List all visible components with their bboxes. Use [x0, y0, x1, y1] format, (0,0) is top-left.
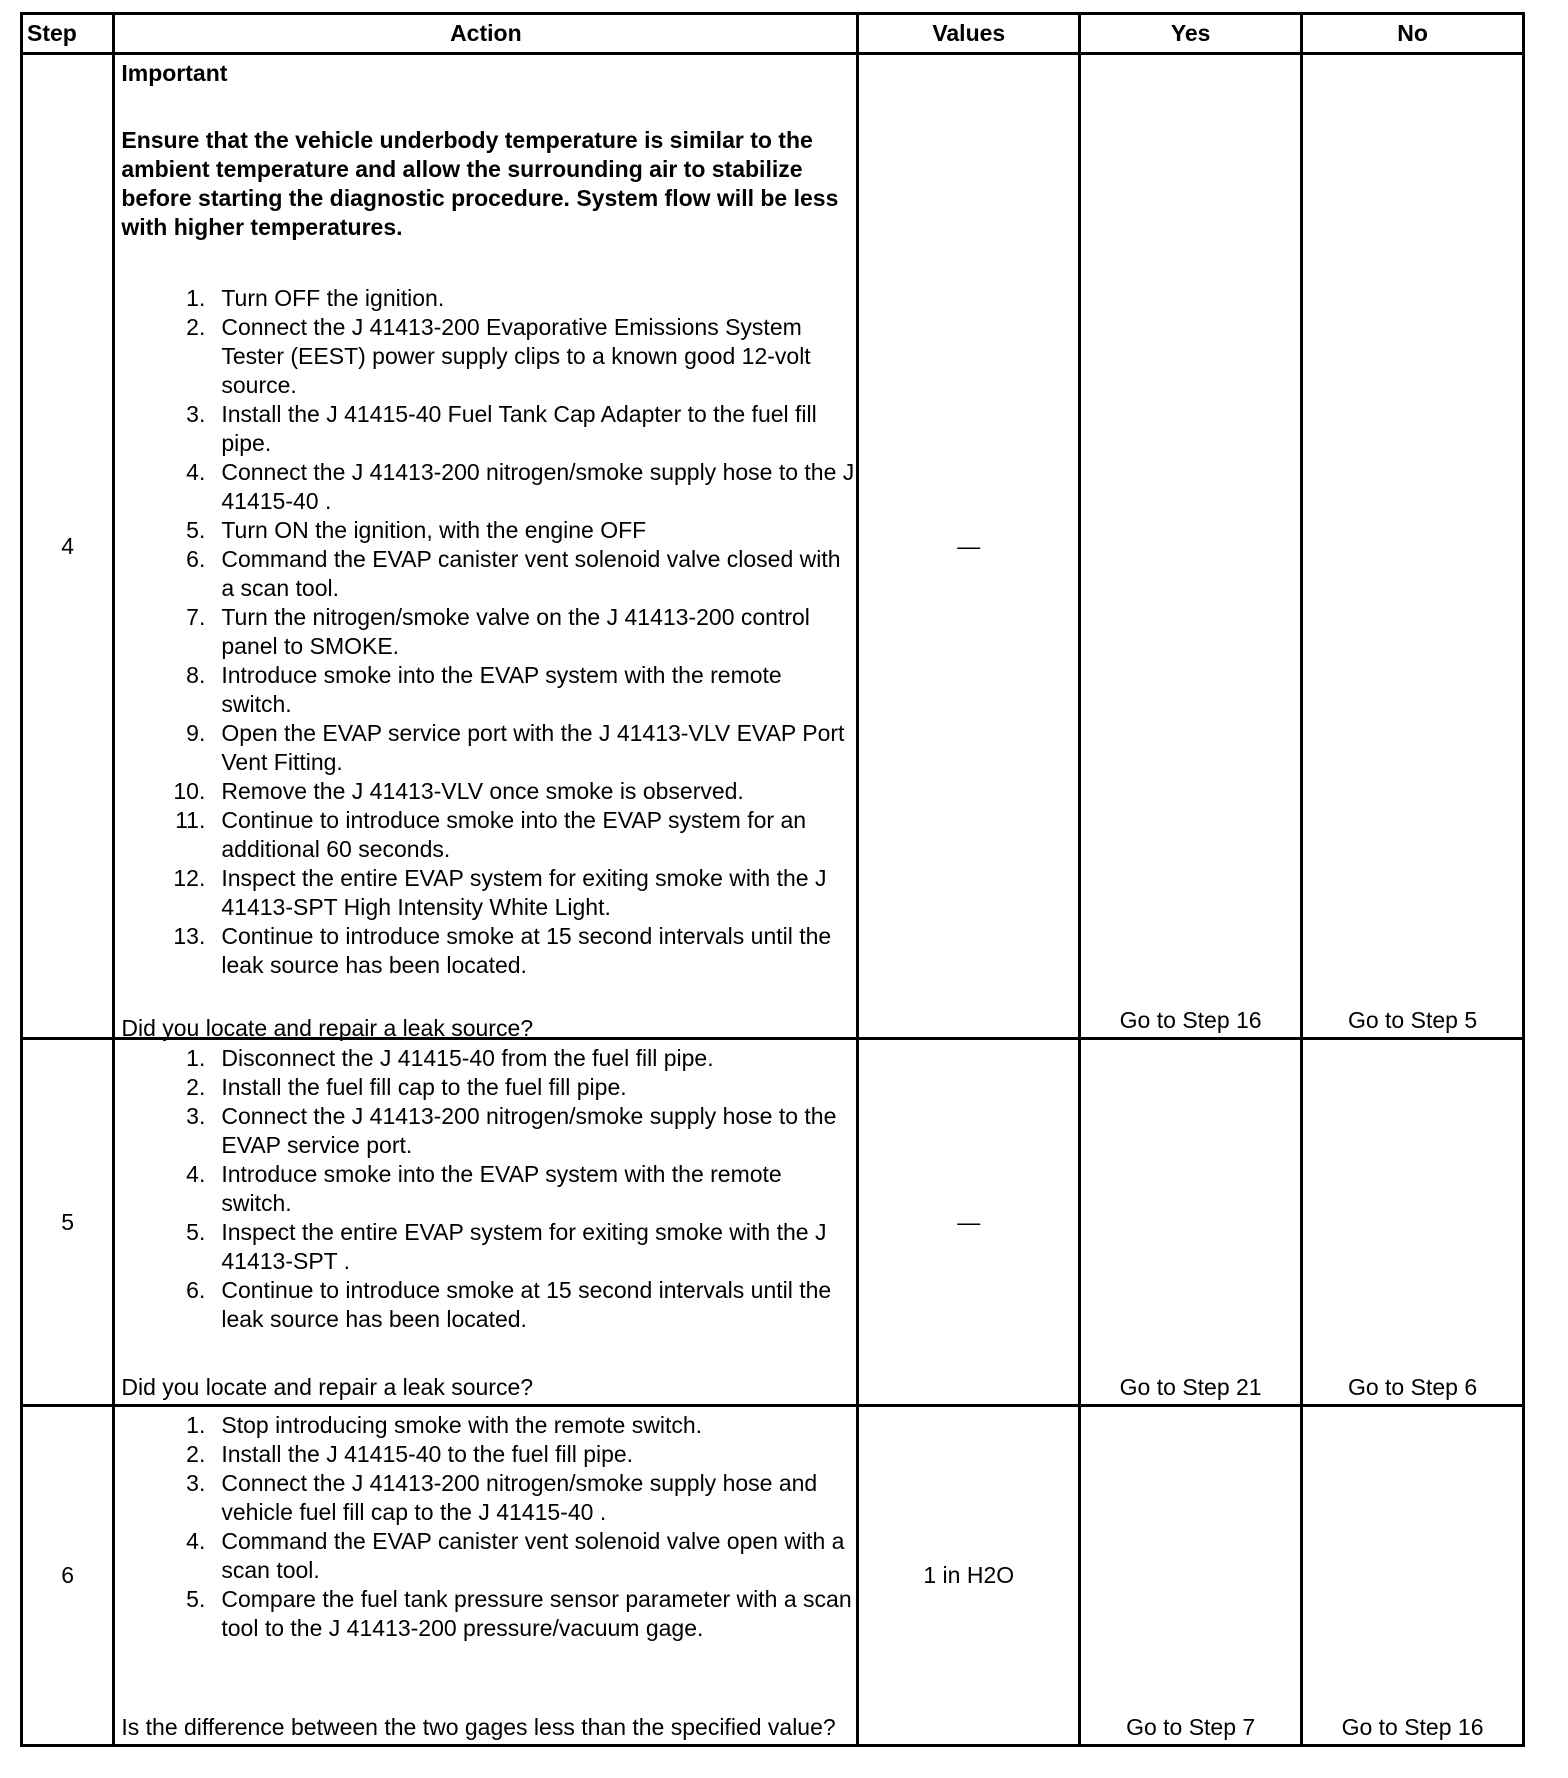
- list-item: [121, 458, 854, 516]
- list-item-number: 5.: [186, 517, 206, 543]
- value-cell: —: [858, 54, 1080, 1039]
- no-cell: Go to Step 5: [1302, 54, 1524, 1039]
- list-item-number: 4.: [186, 459, 206, 485]
- list-item-number: 4.: [186, 1528, 206, 1554]
- list-item-text: Inspect the entire EVAP system for exiting smoke with the J 41413-SPT High Intensity White Light.: [221, 865, 827, 920]
- list-item-number: 1.: [186, 1412, 206, 1438]
- list-item-number: 12.: [173, 865, 206, 891]
- list-item: [121, 777, 854, 806]
- list-item-number: 3.: [186, 1103, 206, 1129]
- list-item-number: 11.: [175, 807, 206, 833]
- list-item-number: 2.: [186, 1441, 206, 1467]
- list-item-number: 8.: [186, 662, 206, 688]
- list-item-text: Connect the J 41413-200 Evaporative Emissions System Tester (EEST) power supply clips to a known good 12-volt source.: [221, 314, 811, 398]
- list-item-number: 1.: [186, 285, 206, 311]
- list-item: [121, 603, 854, 661]
- important-text: Ensure that the vehicle underbody temperature is similar to the ambient temperature and allow the surrounding air to stabilize before starting the diagnostic procedure. System flow will be less with higher temperatures.: [121, 127, 839, 240]
- list-item: [121, 719, 854, 777]
- list-item: [121, 1276, 854, 1334]
- yes-cell: Go to Step 21: [1080, 1039, 1302, 1406]
- list-item-number: 7.: [186, 604, 206, 630]
- action-cell: [114, 1039, 858, 1406]
- list-item-text: Turn the nitrogen/smoke valve on the J 41413-200 control panel to SMOKE.: [221, 604, 810, 659]
- header-step: Step: [22, 14, 114, 54]
- list-item: [121, 1411, 854, 1440]
- no-cell: Go to Step 6: [1302, 1039, 1524, 1406]
- header-action: Action: [114, 14, 858, 54]
- list-item-number: 3.: [186, 401, 206, 427]
- list-item-text: Connect the J 41413-200 nitrogen/smoke supply hose to the EVAP service port.: [221, 1103, 837, 1158]
- list-item-text: Introduce smoke into the EVAP system with the remote switch.: [221, 662, 782, 717]
- list-item: [121, 661, 854, 719]
- list-item-number: 5.: [186, 1586, 206, 1612]
- important-title: Important: [121, 60, 228, 86]
- list-item: [121, 516, 854, 545]
- list-item-text: Turn OFF the ignition.: [221, 285, 445, 311]
- step-number: 4: [22, 54, 114, 1039]
- list-item: [121, 1073, 854, 1102]
- header-row: [22, 14, 1524, 54]
- list-item: [121, 1527, 854, 1585]
- list-item-number: 9.: [186, 720, 206, 746]
- list-item-text: Install the J 41415-40 Fuel Tank Cap Adapter to the fuel fill pipe.: [221, 401, 817, 456]
- action-steps-list: [121, 284, 854, 980]
- list-item-text: Connect the J 41413-200 nitrogen/smoke supply hose and vehicle fuel fill cap to the J 41415-40 .: [221, 1470, 818, 1525]
- yes-cell: Go to Step 7: [1080, 1406, 1302, 1746]
- list-item: [121, 545, 854, 603]
- list-item-number: 10.: [173, 778, 206, 804]
- list-item: [121, 1044, 854, 1073]
- diagnostic-table: [20, 12, 1525, 1747]
- list-item: [121, 1585, 854, 1643]
- step-number: 6: [22, 1406, 114, 1746]
- list-item: [121, 1440, 854, 1469]
- header-values: Values: [858, 14, 1080, 54]
- list-item: [121, 313, 854, 400]
- list-item: [121, 806, 854, 864]
- list-item-number: 4.: [186, 1161, 206, 1187]
- list-item-number: 6.: [186, 546, 206, 572]
- header-yes: Yes: [1080, 14, 1302, 54]
- value-cell: —: [858, 1039, 1080, 1406]
- list-item-number: 6.: [186, 1277, 206, 1303]
- list-item: [121, 284, 854, 313]
- question-text: Is the difference between the two gages less than the specified value?: [121, 1714, 836, 1740]
- list-item-text: Continue to introduce smoke into the EVAP system for an additional 60 seconds.: [221, 807, 807, 862]
- yes-cell: Go to Step 16: [1080, 54, 1302, 1039]
- list-item-number: 2.: [186, 1074, 206, 1100]
- list-item-number: 1.: [186, 1045, 206, 1071]
- value-cell: 1 in H2O: [858, 1406, 1080, 1746]
- action-steps-list: [121, 1411, 854, 1643]
- list-item-text: Continue to introduce smoke at 15 second intervals until the leak source has been located.: [221, 923, 832, 978]
- table-row: [22, 1406, 1524, 1746]
- list-item-number: 2.: [186, 314, 206, 340]
- list-item: [121, 1160, 854, 1218]
- list-item: [121, 1469, 854, 1527]
- list-item-text: Introduce smoke into the EVAP system with the remote switch.: [221, 1161, 782, 1216]
- action-cell: [114, 1406, 858, 1746]
- list-item-text: Command the EVAP canister vent solenoid valve closed with a scan tool.: [221, 546, 841, 601]
- list-item-text: Install the fuel fill cap to the fuel fill pipe.: [221, 1074, 627, 1100]
- list-item-text: Stop introducing smoke with the remote switch.: [221, 1412, 703, 1438]
- list-item: [121, 1218, 854, 1276]
- table-row: [22, 54, 1524, 1039]
- list-item: [121, 400, 854, 458]
- question-text: Did you locate and repair a leak source?: [121, 1015, 534, 1041]
- list-item-text: Inspect the entire EVAP system for exiting smoke with the J 41413-SPT .: [221, 1219, 827, 1274]
- list-item-text: Command the EVAP canister vent solenoid valve open with a scan tool.: [221, 1528, 845, 1583]
- no-cell: Go to Step 16: [1302, 1406, 1524, 1746]
- list-item-text: Connect the J 41413-200 nitrogen/smoke supply hose to the J 41415-40 .: [221, 459, 855, 514]
- list-item: [121, 864, 854, 922]
- list-item-text: Disconnect the J 41415-40 from the fuel fill pipe.: [221, 1045, 714, 1071]
- list-item-text: Open the EVAP service port with the J 41413-VLV EVAP Port Vent Fitting.: [221, 720, 845, 775]
- question-text: Did you locate and repair a leak source?: [121, 1374, 534, 1400]
- list-item-text: Remove the J 41413-VLV once smoke is observed.: [221, 778, 744, 804]
- header-no: No: [1302, 14, 1524, 54]
- list-item-text: Turn ON the ignition, with the engine OFF: [221, 517, 647, 543]
- action-steps-list: [121, 1044, 854, 1334]
- list-item-number: 5.: [186, 1219, 206, 1245]
- list-item-text: Install the J 41415-40 to the fuel fill pipe.: [221, 1441, 634, 1467]
- table-row: [22, 1039, 1524, 1406]
- step-number: 5: [22, 1039, 114, 1406]
- list-item: [121, 922, 854, 980]
- list-item-text: Compare the fuel tank pressure sensor parameter with a scan tool to the J 41413-200 pressure/vacuum gage.: [221, 1586, 852, 1641]
- list-item-number: 3.: [186, 1470, 206, 1496]
- list-item-text: Continue to introduce smoke at 15 second intervals until the leak source has been located.: [221, 1277, 832, 1332]
- action-cell: [114, 54, 858, 1039]
- list-item-number: 13.: [173, 923, 206, 949]
- list-item: [121, 1102, 854, 1160]
